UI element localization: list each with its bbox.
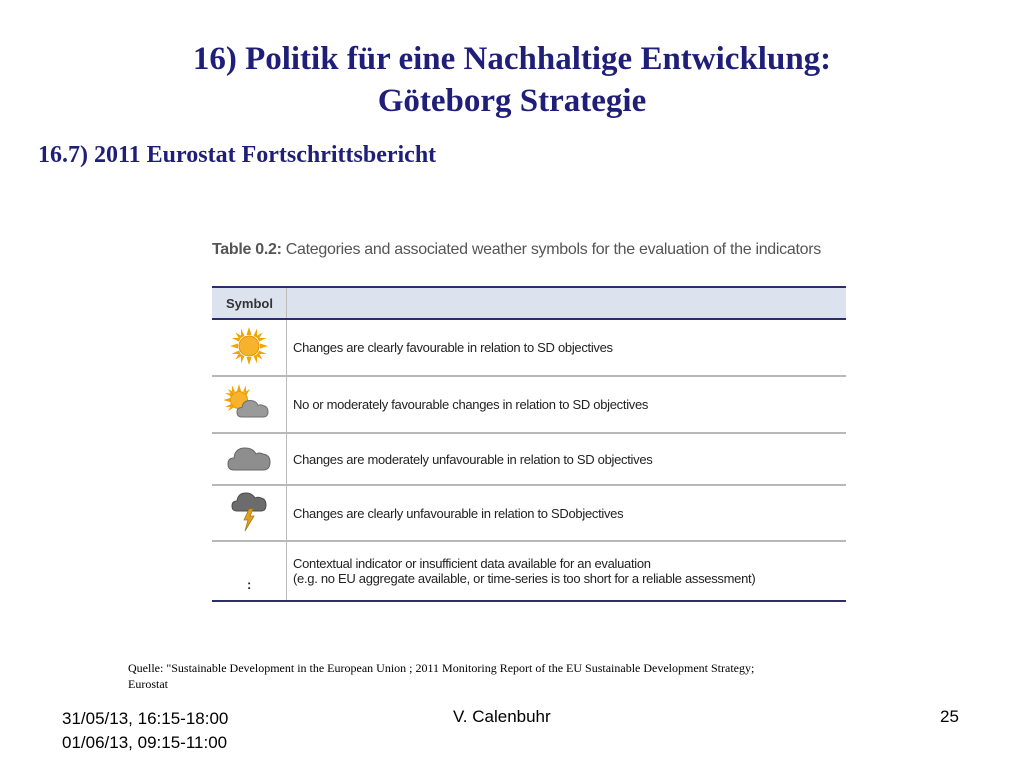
table-row: [212, 376, 846, 433]
footer-date-line2: 01/06/13, 09:15-11:00: [62, 733, 228, 752]
header-symbol: Symbol: [212, 287, 287, 319]
table-row: [212, 541, 846, 601]
cloud-icon: [226, 442, 272, 474]
symbol-cell: [212, 376, 287, 433]
symbol-cell: [212, 485, 287, 541]
table-row: [212, 319, 846, 376]
symbol-cell: [212, 433, 287, 485]
source-citation: Quelle: "Sustainable Development in the European Union ; 2011 Monitoring Report of the EU Sustainable Development Strategy; Eurostat: [128, 661, 755, 691]
footer-dates: [62, 707, 228, 755]
row-description: No or moderately favourable changes in relation to SD objectives: [287, 376, 847, 433]
table-caption-prefix: Table 0.2:: [212, 241, 282, 258]
table-row: [212, 433, 846, 485]
weather-symbols-table: [212, 286, 846, 602]
table-header-row: [212, 287, 846, 319]
slide-title-line2: Göteborg Strategie: [377, 83, 647, 119]
row-description: Changes are moderately unfavourable in relation to SD objectives: [287, 433, 847, 485]
footer-date-line1: 31/05/13, 16:15-18:00: [62, 709, 229, 728]
row-description: Changes are clearly unfavourable in relation to SDobjectives: [287, 485, 847, 541]
table-caption-text: Categories and associated weather symbols for the evaluation of the indicators: [285, 241, 821, 258]
thunderstorm-icon: [229, 489, 269, 535]
header-description: [287, 287, 847, 319]
row-description: [287, 541, 847, 601]
row-description: Changes are clearly favourable in relation to SD objectives: [287, 319, 847, 376]
slide-subtitle: 16.7) 2011 Eurostat Fortschrittsbericht: [38, 142, 437, 168]
slide-title-line1: 16) Politik für eine Nachhaltige Entwicklung:: [192, 41, 832, 77]
page-number: 25: [940, 707, 959, 726]
row-description-line2: (e.g. no EU aggregate available, or time-series is too short for a reliable assessment): [293, 571, 756, 586]
slide-title: [0, 38, 1024, 122]
footer-author: V. Calenbuhr: [453, 707, 551, 726]
sun-behind-cloud-icon: [224, 383, 274, 423]
colon-symbol: :: [212, 541, 287, 601]
row-description-line1: Contextual indicator or insufficient data available for an evaluation: [293, 556, 651, 571]
table-caption: [212, 241, 821, 259]
symbol-cell: [212, 319, 287, 376]
table-row: [212, 485, 846, 541]
sun-icon: [229, 326, 269, 366]
